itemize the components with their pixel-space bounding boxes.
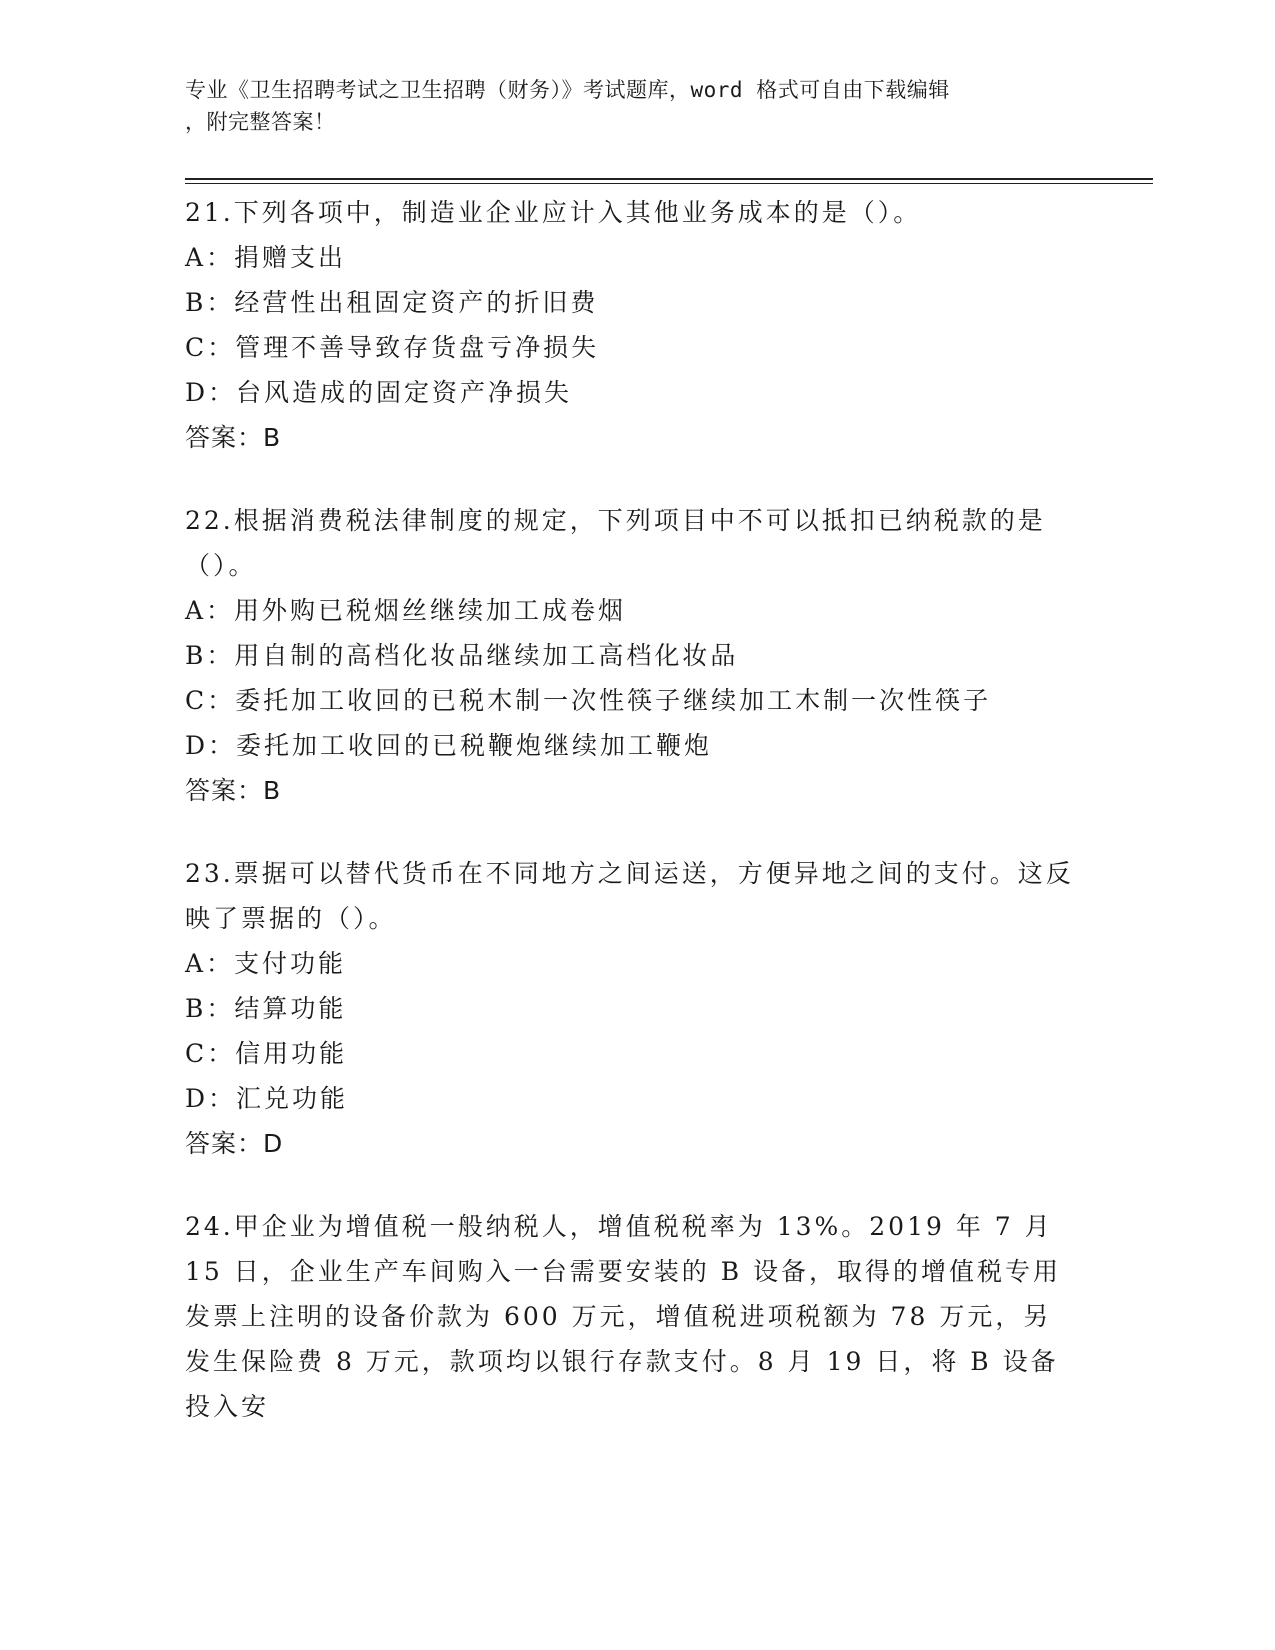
option-a: A：支付功能 — [185, 949, 347, 978]
document-header — [185, 74, 1085, 138]
header-line-2: ，附完整答案！ — [185, 110, 336, 134]
question-text: 22.根据消费税法律制度的规定，下列项目中不可以抵扣已纳税款的是（）。 — [185, 506, 1046, 580]
option-b: B：经营性出租固定资产的折旧费 — [185, 288, 599, 317]
question-22 — [185, 498, 1075, 813]
option-b: B：结算功能 — [185, 994, 347, 1023]
question-24 — [185, 1204, 1075, 1429]
question-list — [185, 190, 1075, 1467]
header-divider-thin — [185, 183, 1153, 184]
option-d: D：汇兑功能 — [185, 1084, 349, 1113]
question-23 — [185, 851, 1075, 1166]
option-c: C：管理不善导致存货盘亏净损失 — [185, 333, 600, 362]
option-b: B：用自制的高档化妆品继续加工高档化妆品 — [185, 641, 739, 670]
answer: 答案：B — [185, 423, 282, 452]
option-c: C：信用功能 — [185, 1039, 348, 1068]
question-text: 23.票据可以替代货币在不同地方之间运送，方便异地之间的支付。这反映了票据的（）。 — [185, 859, 1074, 933]
option-d: D：台风造成的固定资产净损失 — [185, 378, 573, 407]
question-text: 21.下列各项中，制造业企业应计入其他业务成本的是（）。 — [185, 198, 922, 227]
header-divider-thick — [185, 178, 1153, 180]
option-c: C：委托加工收回的已税木制一次性筷子继续加工木制一次性筷子 — [185, 686, 992, 715]
question-text: 24.甲企业为增值税一般纳税人，增值税税率为 13%。2019 年 7 月 15 日，企业生产车间购入一台需要安装的 B 设备，取得的增值税专用发票上注明的设备价款为 600 万元，增值税进项税额为 78 万元，另发生保险费 8 万元，款项均以银行存款支付。8 月 19 日，将 B 设备投入安 — [185, 1212, 1062, 1421]
question-21 — [185, 190, 1075, 460]
option-a: A：用外购已税烟丝继续加工成卷烟 — [185, 596, 627, 625]
option-a: A：捐赠支出 — [185, 243, 347, 272]
option-d: D：委托加工收回的已税鞭炮继续加工鞭炮 — [185, 731, 713, 760]
answer: 答案：D — [185, 1129, 284, 1158]
answer: 答案：B — [185, 776, 282, 805]
header-line-1: 专业《卫生招聘考试之卫生招聘（财务）》考试题库，word 格式可自由下载编辑 — [185, 78, 950, 102]
